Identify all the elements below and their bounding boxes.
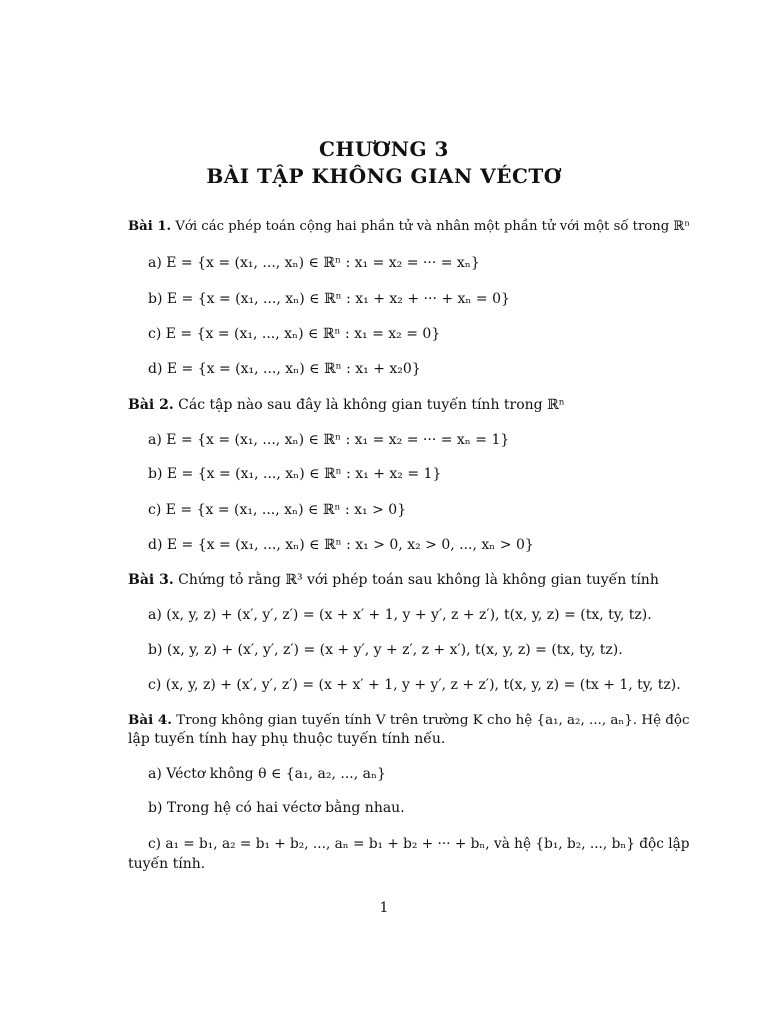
exercise-2-text: Các tập nào sau đây là không gian tuyến tính trong ℝⁿ (178, 397, 565, 413)
exercise-2-item-c: c) E = {x = (x₁, ..., xₙ) ∈ ℝⁿ : x₁ > 0} (148, 502, 407, 518)
exercise-4-item-a: a) Véctơ không θ ∈ {a₁, a₂, ..., aₙ} (148, 766, 386, 782)
exercise-4-item-b: b) Trong hệ có hai véctơ bằng nhau. (148, 800, 405, 816)
exercise-4-heading (128, 712, 690, 728)
exercise-4-text-line-1: Trong không gian tuyến tính V trên trường K cho hệ {a₁, a₂, ..., aₙ}. Hệ độc (176, 713, 690, 728)
chapter-number: CHƯƠNG 3 (319, 137, 449, 161)
exercise-1-item-c: c) E = {x = (x₁, ..., xₙ) ∈ ℝⁿ : x₁ = x₂ = 0} (148, 326, 441, 342)
page-number: 1 (379, 900, 389, 916)
exercise-2-item-a: a) E = {x = (x₁, ..., xₙ) ∈ ℝⁿ : x₁ = x₂ = ··· = xₙ = 1} (148, 432, 510, 448)
exercise-3-label: Bài 3. (128, 572, 174, 588)
exercise-2-item-d: d) E = {x = (x₁, ..., xₙ) ∈ ℝⁿ : x₁ > 0, x₂ > 0, ..., xₙ > 0} (148, 537, 534, 553)
exercise-3-heading (128, 572, 659, 588)
exercise-1-item-b: b) E = {x = (x₁, ..., xₙ) ∈ ℝⁿ : x₁ + x₂ + ··· + xₙ = 0} (148, 291, 510, 307)
exercise-4-item-c-line-2: tuyến tính. (128, 856, 206, 872)
exercise-1-item-a: a) E = {x = (x₁, ..., xₙ) ∈ ℝⁿ : x₁ = x₂ = ··· = xₙ} (148, 255, 480, 271)
exercise-1-label: Bài 1. (128, 219, 172, 234)
exercise-2-heading (128, 397, 565, 413)
exercise-1-item-d: d) E = {x = (x₁, ..., xₙ) ∈ ℝⁿ : x₁ + x₂0} (148, 361, 421, 377)
exercise-3-item-a: a) (x, y, z) + (x′, y′, z′) = (x + x′ + 1, y + y′, z + z′), t(x, y, z) = (tx, ty, tz). (148, 607, 652, 623)
exercise-1-heading (128, 219, 690, 234)
exercise-1-text: Với các phép toán cộng hai phần tử và nhân một phần tử với một số trong ℝⁿ (175, 219, 691, 234)
exercise-4-text-line-2: lập tuyến tính hay phụ thuộc tuyến tính nếu. (128, 731, 446, 747)
exercise-2-item-b: b) E = {x = (x₁, ..., xₙ) ∈ ℝⁿ : x₁ + x₂ = 1} (148, 466, 442, 482)
exercise-2-label: Bài 2. (128, 397, 174, 413)
exercise-3-text: Chứng tỏ rằng ℝ³ với phép toán sau không là không gian tuyến tính (178, 572, 659, 588)
exercise-3-item-b: b) (x, y, z) + (x′, y′, z′) = (x + y′, y + z′, z + x′), t(x, y, z) = (tx, ty, tz). (148, 642, 623, 658)
exercise-4-label: Bài 4. (128, 712, 172, 728)
exercise-3-item-c: c) (x, y, z) + (x′, y′, z′) = (x + x′ + 1, y + y′, z + z′), t(x, y, z) = (tx + 1, ty, tz). (148, 677, 681, 693)
exercise-4-item-c: c) a₁ = b₁, a₂ = b₁ + b₂, ..., aₙ = b₁ + b₂ + ··· + bₙ, và hệ {b₁, b₂, ..., bₙ} độc lập (148, 836, 690, 852)
chapter-title: BÀI TẬP KHÔNG GIAN VÉCTƠ (206, 164, 562, 188)
